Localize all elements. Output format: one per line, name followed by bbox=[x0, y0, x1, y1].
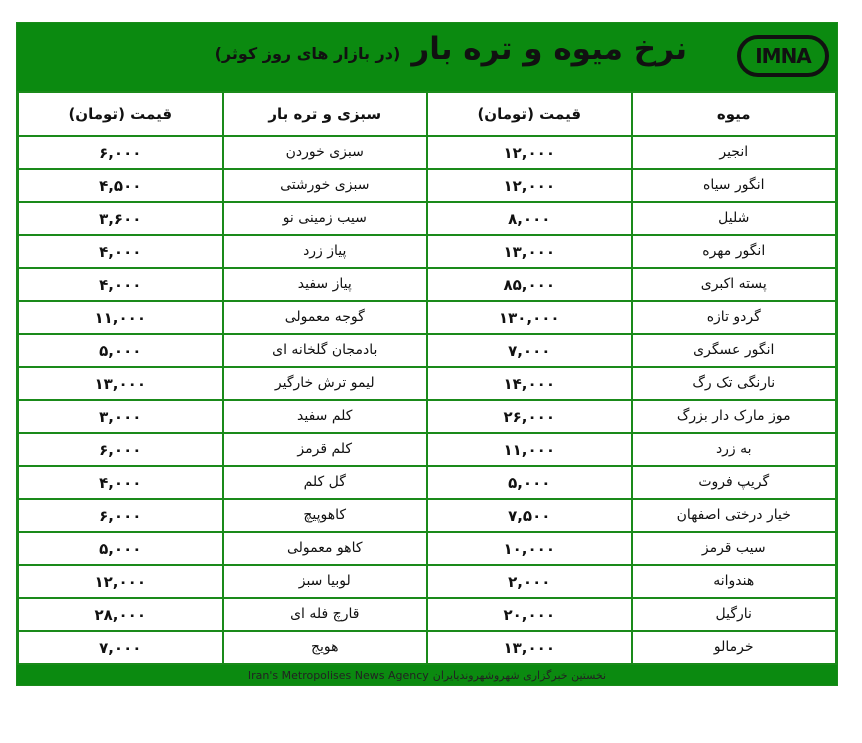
footer-english: Iran's Metropolises News Agency bbox=[247, 668, 429, 682]
vegetable-name: گل کلم bbox=[223, 466, 428, 499]
fruit-name: نارگیل bbox=[632, 598, 837, 631]
table-row bbox=[18, 400, 836, 433]
fruit-price: ۵,۰۰۰ bbox=[427, 466, 632, 499]
fruit-name: پسته اکبری bbox=[632, 268, 837, 301]
table-header-row bbox=[18, 92, 836, 136]
fruit-name: انگور سیاه bbox=[632, 169, 837, 202]
table-row bbox=[18, 367, 836, 400]
title-subtitle: (در بازار های روز کوثر) bbox=[214, 44, 401, 63]
table-row bbox=[18, 532, 836, 565]
fruit-price: ۱۳,۰۰۰ bbox=[427, 235, 632, 268]
fruit-price: ۸۵,۰۰۰ bbox=[427, 268, 632, 301]
table-row bbox=[18, 466, 836, 499]
fruit-price: ۱۴,۰۰۰ bbox=[427, 367, 632, 400]
fruit-name: انجیر bbox=[632, 136, 837, 169]
vegetable-price: ۳,۰۰۰ bbox=[18, 400, 223, 433]
fruit-name: هندوانه bbox=[632, 565, 837, 598]
table-row bbox=[18, 268, 836, 301]
vegetable-price: ۱۱,۰۰۰ bbox=[18, 301, 223, 334]
fruit-name: شلیل bbox=[632, 202, 837, 235]
column-header-fruit: میوه bbox=[632, 92, 837, 136]
fruit-price: ۱۰,۰۰۰ bbox=[427, 532, 632, 565]
fruit-name: گریپ فروت bbox=[632, 466, 837, 499]
table-row bbox=[18, 565, 836, 598]
header-banner bbox=[17, 23, 837, 91]
vegetable-price: ۵,۰۰۰ bbox=[18, 334, 223, 367]
vegetable-name: پیاز زرد bbox=[223, 235, 428, 268]
vegetable-name: قارچ فله ای bbox=[223, 598, 428, 631]
vegetable-name: لوبیا سبز bbox=[223, 565, 428, 598]
vegetable-price: ۴,۰۰۰ bbox=[18, 235, 223, 268]
fruit-name: نارنگی تک رگ bbox=[632, 367, 837, 400]
table-row bbox=[18, 169, 836, 202]
fruit-name: به زرد bbox=[632, 433, 837, 466]
imna-logo: IMNA bbox=[737, 35, 829, 77]
fruit-price: ۱۲,۰۰۰ bbox=[427, 169, 632, 202]
table-row bbox=[18, 631, 836, 664]
vegetable-name: سبزی خوردن bbox=[223, 136, 428, 169]
vegetable-price: ۶,۰۰۰ bbox=[18, 499, 223, 532]
vegetable-price: ۵,۰۰۰ bbox=[18, 532, 223, 565]
vegetable-name: لیمو ترش خارگیر bbox=[223, 367, 428, 400]
footer-persian: نخستین خبرگزاری شهروشهروندیایران bbox=[432, 668, 607, 682]
vegetable-name: کلم قرمز bbox=[223, 433, 428, 466]
page-title bbox=[215, 31, 687, 67]
table-row bbox=[18, 598, 836, 631]
vegetable-price: ۷,۰۰۰ bbox=[18, 631, 223, 664]
fruit-name: سیب قرمز bbox=[632, 532, 837, 565]
fruit-price: ۱۳۰,۰۰۰ bbox=[427, 301, 632, 334]
fruit-price: ۲۰,۰۰۰ bbox=[427, 598, 632, 631]
table-row bbox=[18, 235, 836, 268]
vegetable-price: ۱۲,۰۰۰ bbox=[18, 565, 223, 598]
price-sheet bbox=[16, 22, 838, 686]
column-header-vegetable-price: قیمت (تومان) bbox=[18, 92, 223, 136]
fruit-name: موز مارک دار بزرگ bbox=[632, 400, 837, 433]
fruit-name: خیار درختی اصفهان bbox=[632, 499, 837, 532]
fruit-name: خرمالو bbox=[632, 631, 837, 664]
fruit-price: ۲۶,۰۰۰ bbox=[427, 400, 632, 433]
fruit-price: ۱۱,۰۰۰ bbox=[427, 433, 632, 466]
fruit-price: ۱۳,۰۰۰ bbox=[427, 631, 632, 664]
table-row bbox=[18, 433, 836, 466]
column-header-vegetable: سبزی و تره بار bbox=[223, 92, 428, 136]
vegetable-name: گوجه معمولی bbox=[223, 301, 428, 334]
vegetable-name: کلم سفید bbox=[223, 400, 428, 433]
vegetable-price: ۶,۰۰۰ bbox=[18, 136, 223, 169]
title-main: نرخ میوه و تره بار bbox=[411, 31, 687, 67]
vegetable-name: سیب زمینی نو bbox=[223, 202, 428, 235]
fruit-price: ۲,۰۰۰ bbox=[427, 565, 632, 598]
fruit-name: انگور مهره bbox=[632, 235, 837, 268]
table-row bbox=[18, 499, 836, 532]
fruit-name: انگور عسگری bbox=[632, 334, 837, 367]
vegetable-price: ۴,۰۰۰ bbox=[18, 268, 223, 301]
vegetable-name: کاهو معمولی bbox=[223, 532, 428, 565]
price-table bbox=[17, 91, 837, 665]
vegetable-price: ۶,۰۰۰ bbox=[18, 433, 223, 466]
vegetable-price: ۴,۰۰۰ bbox=[18, 466, 223, 499]
fruit-price: ۸,۰۰۰ bbox=[427, 202, 632, 235]
vegetable-name: پیاز سفید bbox=[223, 268, 428, 301]
vegetable-name: سبزی خورشتی bbox=[223, 169, 428, 202]
fruit-price: ۱۲,۰۰۰ bbox=[427, 136, 632, 169]
table-row bbox=[18, 202, 836, 235]
footer-banner bbox=[17, 665, 837, 685]
table-row bbox=[18, 136, 836, 169]
vegetable-price: ۴,۵۰۰ bbox=[18, 169, 223, 202]
fruit-price: ۷,۰۰۰ bbox=[427, 334, 632, 367]
fruit-price: ۷,۵۰۰ bbox=[427, 499, 632, 532]
vegetable-price: ۱۳,۰۰۰ bbox=[18, 367, 223, 400]
vegetable-name: بادمجان گلخانه ای bbox=[223, 334, 428, 367]
table-row bbox=[18, 334, 836, 367]
vegetable-name: کاهوپیچ bbox=[223, 499, 428, 532]
fruit-name: گردو تازه bbox=[632, 301, 837, 334]
column-header-fruit-price: قیمت (تومان) bbox=[427, 92, 632, 136]
vegetable-price: ۳,۶۰۰ bbox=[18, 202, 223, 235]
table-row bbox=[18, 301, 836, 334]
vegetable-price: ۲۸,۰۰۰ bbox=[18, 598, 223, 631]
vegetable-name: هویج bbox=[223, 631, 428, 664]
